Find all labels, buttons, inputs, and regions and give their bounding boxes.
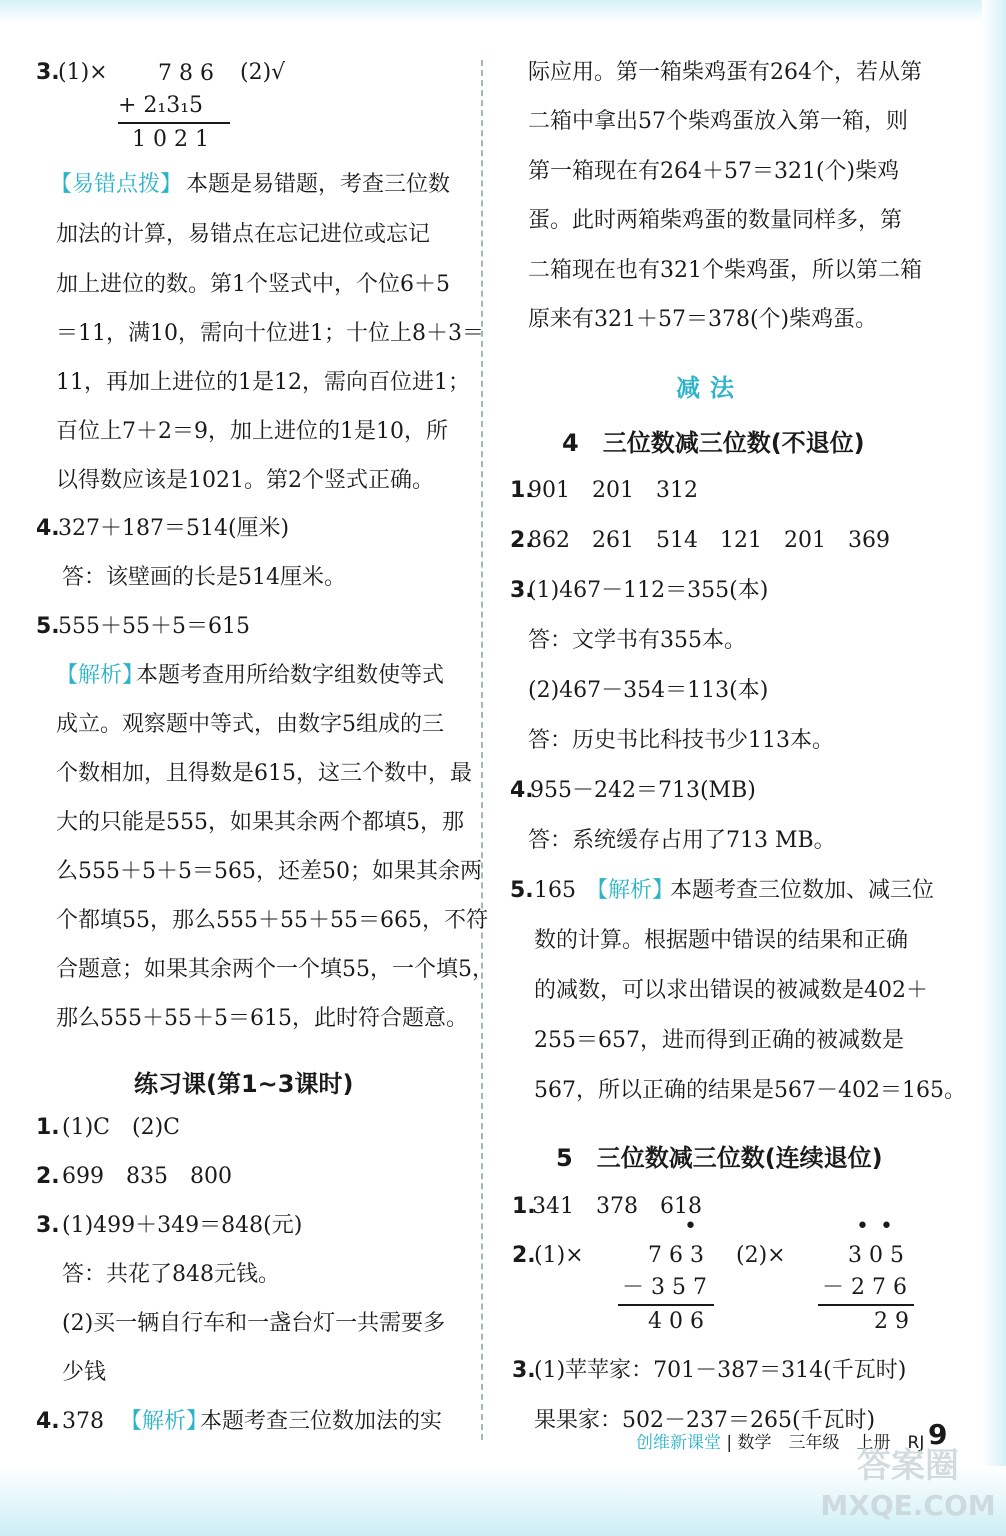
watermark-logo bbox=[820, 1446, 996, 1526]
calc-result: 4 0 6 bbox=[618, 1304, 714, 1338]
section-title: 4 三位数减三位数(不退位) bbox=[562, 429, 865, 457]
equation: 果果家：502－237＝265(千瓦时) bbox=[534, 1408, 876, 1433]
tip-line: 本题是易错题，考查三位数 bbox=[186, 172, 451, 197]
answer: 699 835 800 bbox=[62, 1164, 232, 1189]
answer: 答：共花了848元钱。 bbox=[62, 1262, 280, 1287]
analysis-line: 本题考查三位数加、减三位 bbox=[670, 878, 935, 903]
question-number: 4. bbox=[510, 778, 534, 803]
question-number: 5. bbox=[36, 614, 60, 639]
tip-line: 11，再加上进位的1是12，需向百位进1； bbox=[56, 370, 470, 395]
analysis-tag: 【解析】 bbox=[56, 663, 145, 688]
equation: 555＋55＋5＝615 bbox=[58, 614, 250, 639]
equation: (1)苹苹家：701－387＝314(千瓦时) bbox=[534, 1358, 907, 1383]
answer-part: (1)× bbox=[58, 60, 108, 85]
analysis-line: 么555＋5＋5＝565，还差50；如果其余两 bbox=[56, 859, 482, 884]
tip-line: ＝11，满10，需向十位进1；十位上8＋3＝ bbox=[56, 321, 484, 346]
column-divider bbox=[481, 60, 483, 1440]
question-number: 2. bbox=[510, 528, 534, 553]
equation: (2)467－354＝113(本) bbox=[528, 678, 769, 703]
question-number: 1. bbox=[512, 1194, 536, 1219]
answer: 答：文学书有355本。 bbox=[528, 628, 746, 653]
borrow-dot: • bbox=[856, 1214, 869, 1239]
continued-line: 际应用。第一箱柴鸡蛋有264个，若从第 bbox=[528, 60, 922, 85]
calc-middle: － 2 7 6 bbox=[822, 1275, 907, 1300]
equation: (1)499＋349＝848(元) bbox=[62, 1213, 303, 1238]
calc-top: 3 0 5 bbox=[848, 1243, 904, 1268]
analysis-line: 本题考查用所给数字组数使等式 bbox=[136, 663, 445, 688]
borrow-dot: • bbox=[684, 1214, 697, 1239]
question-number: 2. bbox=[36, 1164, 60, 1189]
tip-line: 加上进位的数。第1个竖式中，个位6＋5 bbox=[56, 272, 450, 297]
tip-line: 以得数应该是1021。第2个竖式正确。 bbox=[56, 468, 434, 493]
calc-result: 2 9 bbox=[818, 1304, 914, 1338]
vertical-calculation bbox=[818, 1240, 914, 1338]
equation: (1)467－112＝355(本) bbox=[528, 578, 769, 603]
analysis-tag: 【解析】 bbox=[120, 1409, 209, 1434]
chapter-title: 减法 bbox=[676, 374, 744, 402]
footer-separator: | bbox=[726, 1433, 733, 1453]
analysis-line: 567，所以正确的结果是567－402＝165。 bbox=[534, 1078, 966, 1103]
answer-part: (2)√ bbox=[240, 60, 286, 85]
analysis-line: 数的计算。根据题中错误的结果和正确 bbox=[534, 928, 909, 953]
answer: 少钱 bbox=[62, 1360, 107, 1385]
question-number: 5. bbox=[510, 878, 534, 903]
answer: 901 201 312 bbox=[528, 478, 698, 503]
answer-part: (1)× bbox=[534, 1243, 584, 1268]
question-number: 4. bbox=[36, 1409, 60, 1434]
question-number: 3. bbox=[510, 578, 534, 603]
page-border-right bbox=[982, 0, 1006, 1536]
continued-line: 二箱中拿出57个柴鸡蛋放入第一箱，则 bbox=[528, 109, 908, 134]
watermark-text: 答案圈 bbox=[857, 1446, 959, 1486]
question-number: 3. bbox=[36, 1213, 60, 1238]
vertical-calculation bbox=[118, 58, 230, 156]
question-number: 3. bbox=[512, 1358, 536, 1383]
question-number: 4. bbox=[36, 516, 60, 541]
answer: 答：该壁画的长是514厘米。 bbox=[62, 565, 346, 590]
answer: 答：历史书比科技书少113本。 bbox=[528, 728, 834, 753]
tip-line: 加法的计算，易错点在忘记进位或忘记 bbox=[56, 222, 431, 247]
question-number: 1. bbox=[510, 478, 534, 503]
answer: (1)C (2)C bbox=[62, 1115, 180, 1140]
analysis-line: 255＝657，进而得到正确的被减数是 bbox=[534, 1028, 904, 1053]
calc-result: 1 0 2 1 bbox=[118, 122, 230, 156]
borrow-dot: • bbox=[880, 1214, 893, 1239]
vertical-calculation bbox=[618, 1240, 714, 1338]
answer-value: 165 bbox=[534, 878, 576, 903]
question-number: 1. bbox=[36, 1115, 60, 1140]
continued-line: 原来有321＋57＝378(个)柴鸡蛋。 bbox=[528, 307, 878, 332]
answer: 862 261 514 121 201 369 bbox=[528, 528, 890, 553]
footer-brand: 创维新课堂 bbox=[636, 1433, 721, 1453]
continued-line: 蛋。此时两箱柴鸡蛋的数量同样多，第 bbox=[528, 208, 903, 233]
equation: 327＋187＝514(厘米) bbox=[58, 516, 290, 541]
continued-line: 第一箱现在有264＋57＝321(个)柴鸡 bbox=[528, 159, 900, 184]
tip-line: 百位上7＋2＝9，加上进位的1是10，所 bbox=[56, 419, 448, 444]
analysis-line: 个都填55，那么555＋55＋55＝665，不符 bbox=[56, 908, 488, 933]
section-title: 5 三位数减三位数(连续退位) bbox=[556, 1144, 883, 1172]
answer: (2)买一辆自行车和一盏台灯一共需要多 bbox=[62, 1311, 446, 1336]
tip-tag: 【易错点拨】 bbox=[50, 172, 183, 197]
analysis-line: 本题考查三位数加法的实 bbox=[200, 1409, 443, 1434]
answer-value: 378 bbox=[62, 1409, 104, 1434]
answer-part: (2)× bbox=[736, 1243, 786, 1268]
analysis-line: 个数相加，且得数是615，这三个数中，最 bbox=[56, 761, 472, 786]
page-number: 9 bbox=[928, 1418, 948, 1451]
analysis-line: 那么555＋55＋5＝615，此时符合题意。 bbox=[56, 1006, 468, 1031]
footer-info: 数学 三年级 上册 RJ bbox=[737, 1433, 925, 1453]
continued-line: 二箱现在也有321个柴鸡蛋，所以第二箱 bbox=[528, 258, 922, 283]
calc-middle: + 2₁3₁5 bbox=[118, 93, 204, 118]
analysis-line: 成立。观察题中等式，由数字5组成的三 bbox=[56, 712, 444, 737]
answer: 答：系统缓存占用了713 MB。 bbox=[528, 828, 836, 853]
analysis-tag: 【解析】 bbox=[586, 878, 675, 903]
section-title: 练习课(第1~3课时) bbox=[134, 1070, 354, 1098]
answer: 341 378 618 bbox=[532, 1194, 702, 1219]
question-number: 3. bbox=[36, 60, 60, 85]
calc-top: 7 6 3 bbox=[648, 1243, 704, 1268]
watermark-url: MXQE.COM bbox=[820, 1489, 996, 1522]
analysis-line: 合题意；如果其余两个一个填55，一个填5， bbox=[56, 957, 494, 982]
equation: 955－242＝713(MB) bbox=[530, 778, 756, 803]
calc-middle: － 3 5 7 bbox=[622, 1275, 707, 1300]
page-border-top bbox=[0, 0, 1006, 22]
analysis-line: 的减数，可以求出错误的被减数是402＋ bbox=[534, 978, 928, 1003]
analysis-line: 大的只能是555，如果其余两个都填5，那 bbox=[56, 810, 464, 835]
question-number: 2. bbox=[512, 1243, 536, 1268]
calc-top: 7 8 6 bbox=[158, 61, 214, 86]
